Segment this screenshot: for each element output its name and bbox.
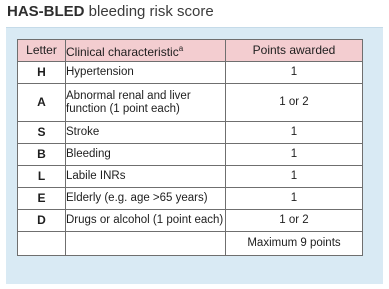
row-letter: L (18, 166, 66, 188)
row-letter: S (18, 122, 66, 144)
header-points: Points awarded (226, 40, 363, 62)
row-letter: A (18, 84, 66, 122)
header-letter: Letter (18, 40, 66, 62)
row-characteristic: Stroke (66, 122, 226, 144)
row-points: 1 (226, 144, 363, 166)
header-characteristic-label: Clinical characteristic (66, 45, 179, 59)
row-points: 1 (226, 188, 363, 210)
row-characteristic: Hypertension (66, 62, 226, 84)
total-points: Maximum 9 points (226, 232, 363, 256)
has-bled-table (17, 39, 363, 256)
row-points: 1 or 2 (226, 84, 363, 122)
table-row (18, 188, 363, 210)
table-row (18, 166, 363, 188)
row-letter: H (18, 62, 66, 84)
table-row (18, 144, 363, 166)
row-characteristic: Drugs or alcohol (1 point each) (66, 210, 226, 232)
table-row (18, 84, 363, 122)
page-title (7, 2, 214, 22)
row-letter: E (18, 188, 66, 210)
total-empty-cell (66, 232, 226, 256)
table-header-row (18, 40, 363, 62)
table-panel (6, 27, 383, 284)
header-characteristic-footnote: a (178, 44, 184, 53)
row-points: 1 or 2 (226, 210, 363, 232)
table-total-row (18, 232, 363, 256)
row-characteristic: Bleeding (66, 144, 226, 166)
row-letter: D (18, 210, 66, 232)
title-rest: bleeding risk score (84, 3, 214, 20)
header-characteristic (66, 40, 226, 62)
total-empty-cell (18, 232, 66, 256)
row-points: 1 (226, 62, 363, 84)
title-bold: HAS-BLED (7, 3, 85, 20)
row-points: 1 (226, 122, 363, 144)
table-row (18, 210, 363, 232)
row-points: 1 (226, 166, 363, 188)
table-row (18, 62, 363, 84)
row-characteristic: Abnormal renal and liver function (1 point each) (66, 84, 226, 122)
row-characteristic: Labile INRs (66, 166, 226, 188)
row-characteristic: Elderly (e.g. age >65 years) (66, 188, 226, 210)
row-letter: B (18, 144, 66, 166)
table-row (18, 122, 363, 144)
